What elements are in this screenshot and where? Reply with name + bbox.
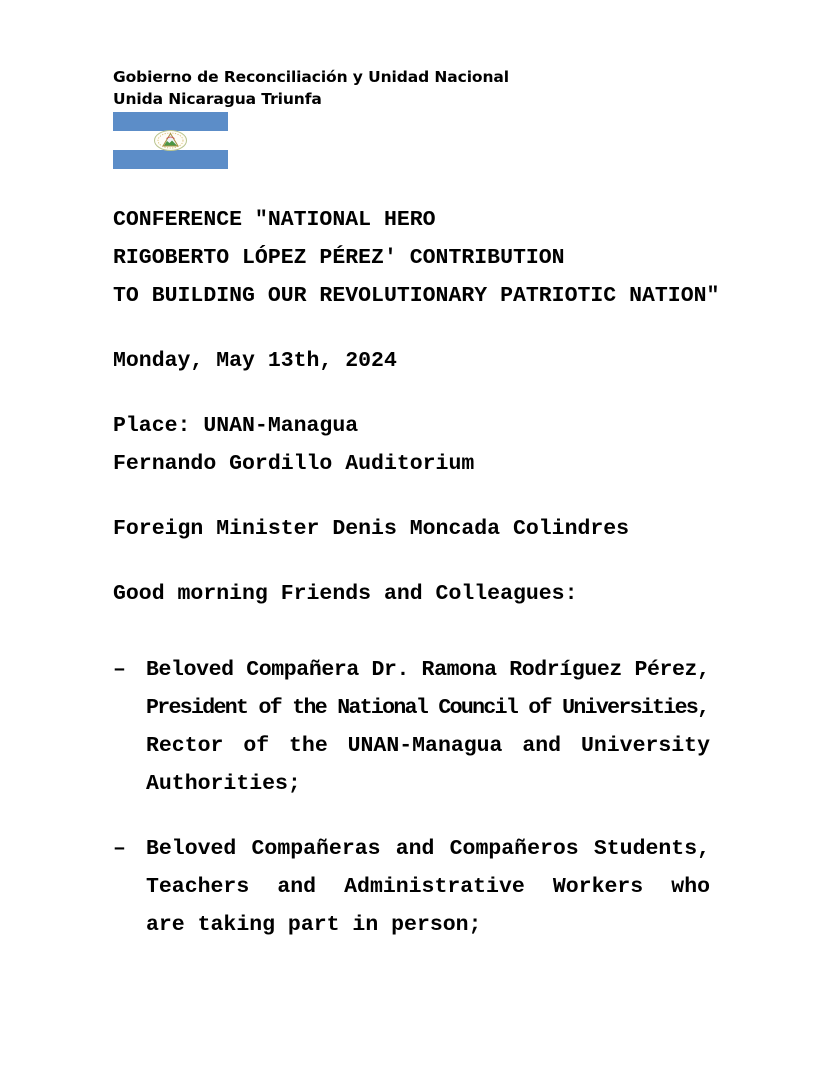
nicaragua-flag	[113, 112, 228, 169]
flag-top-stripe	[113, 112, 228, 131]
greeting-list	[113, 651, 710, 944]
dash-bullet-icon: –	[113, 658, 126, 682]
conference-title-line-1: CONFERENCE "NATIONAL HERO	[113, 208, 436, 232]
conference-title-line-2: RIGOBERTO LÓPEZ PÉREZ' CONTRIBUTION	[113, 246, 565, 270]
letterhead-line-1: Gobierno de Reconciliación y Unidad Nacional	[113, 68, 509, 86]
list-item-line: Beloved Compañera Dr. Ramona Rodríguez Pérez,	[146, 658, 710, 682]
list-item-line: Teachers and Administrative Workers who	[146, 875, 710, 899]
letterhead-line-2: Unida Nicaragua Triunfa	[113, 90, 322, 108]
list-item-line: President of the National Council of Universities,	[146, 696, 709, 720]
event-venue	[113, 407, 710, 483]
list-item	[113, 830, 710, 944]
flag-bottom-stripe	[113, 150, 228, 169]
list-item	[113, 651, 710, 803]
document-content	[113, 0, 720, 971]
list-item-line: Authorities;	[146, 772, 301, 796]
flag-coat-of-arms	[155, 131, 187, 151]
nicaragua-flag-image	[113, 112, 228, 169]
speaker-name: Foreign Minister Denis Moncada Colindres	[113, 517, 630, 541]
government-letterhead	[113, 0, 710, 110]
event-date: Monday, May 13th, 2024	[113, 349, 397, 373]
list-item-line: Rector of the UNAN-Managua and University	[146, 734, 710, 758]
list-item-line: are taking part in person;	[146, 913, 482, 937]
salutation: Good morning Friends and Colleagues:	[113, 582, 578, 606]
conference-title-line-3: TO BUILDING OUR REVOLUTIONARY PATRIOTIC NATION"	[113, 284, 720, 308]
list-item-line: Beloved Compañeras and Compañeros Students,	[146, 837, 710, 861]
venue-auditorium-line: Fernando Gordillo Auditorium	[113, 452, 475, 476]
venue-place-line: Place: UNAN-Managua	[113, 414, 359, 438]
dash-bullet-icon: –	[113, 837, 126, 861]
conference-title	[113, 201, 720, 315]
